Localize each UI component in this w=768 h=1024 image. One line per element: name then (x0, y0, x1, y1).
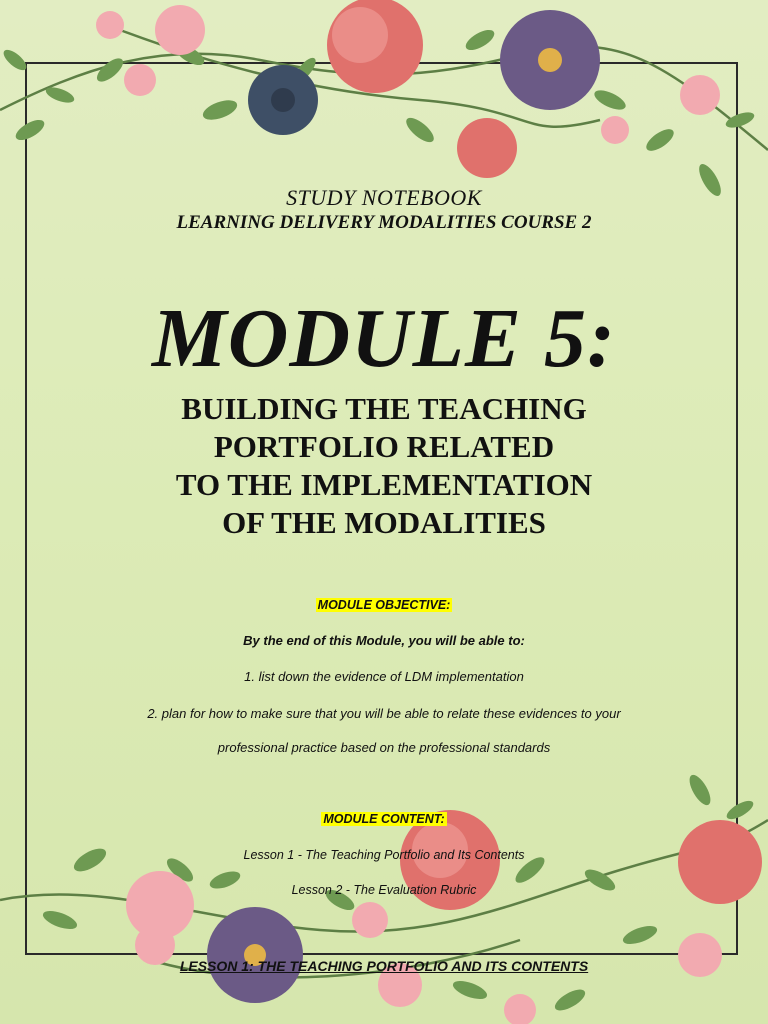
module-title-line: OF THE MODALITIES (222, 505, 546, 540)
top-flowers (96, 0, 720, 178)
module-title-line: BUILDING THE TEACHING (181, 391, 587, 426)
module-number: MODULE 5: (152, 292, 616, 385)
objective-item-1: 1. list down the evidence of LDM implementation (244, 669, 524, 684)
module-title-line: TO THE IMPLEMENTATION (175, 467, 593, 502)
module-content-label: MODULE CONTENT: (323, 812, 445, 826)
module-objective-heading (0, 598, 768, 612)
module-objective-label: MODULE OBJECTIVE: (317, 598, 451, 612)
lesson-1-heading: LESSON 1: THE TEACHING PORTFOLIO AND ITS CONTENTS (179, 958, 589, 974)
objective-intro: By the end of this Module, you will be able to: (243, 633, 525, 648)
module-content-heading (0, 812, 768, 826)
objective-item-2-line-1: 2. plan for how to make sure that you will be able to relate these evidences to your (147, 706, 621, 721)
course-title: LEARNING DELIVERY MODALITIES COURSE 2 (176, 212, 592, 233)
lesson-2-item: Lesson 2 - The Evaluation Rubric (291, 883, 477, 897)
bottom-vine (0, 820, 768, 977)
objective-item-2-line-2: professional practice based on the professional standards (217, 740, 551, 755)
module-title-line: PORTFOLIO RELATED (213, 429, 555, 464)
study-notebook-label: STUDY NOTEBOOK (286, 185, 482, 210)
module-title (0, 390, 768, 542)
lesson-1-item: Lesson 1 - The Teaching Portfolio and Its Contents (243, 848, 525, 862)
